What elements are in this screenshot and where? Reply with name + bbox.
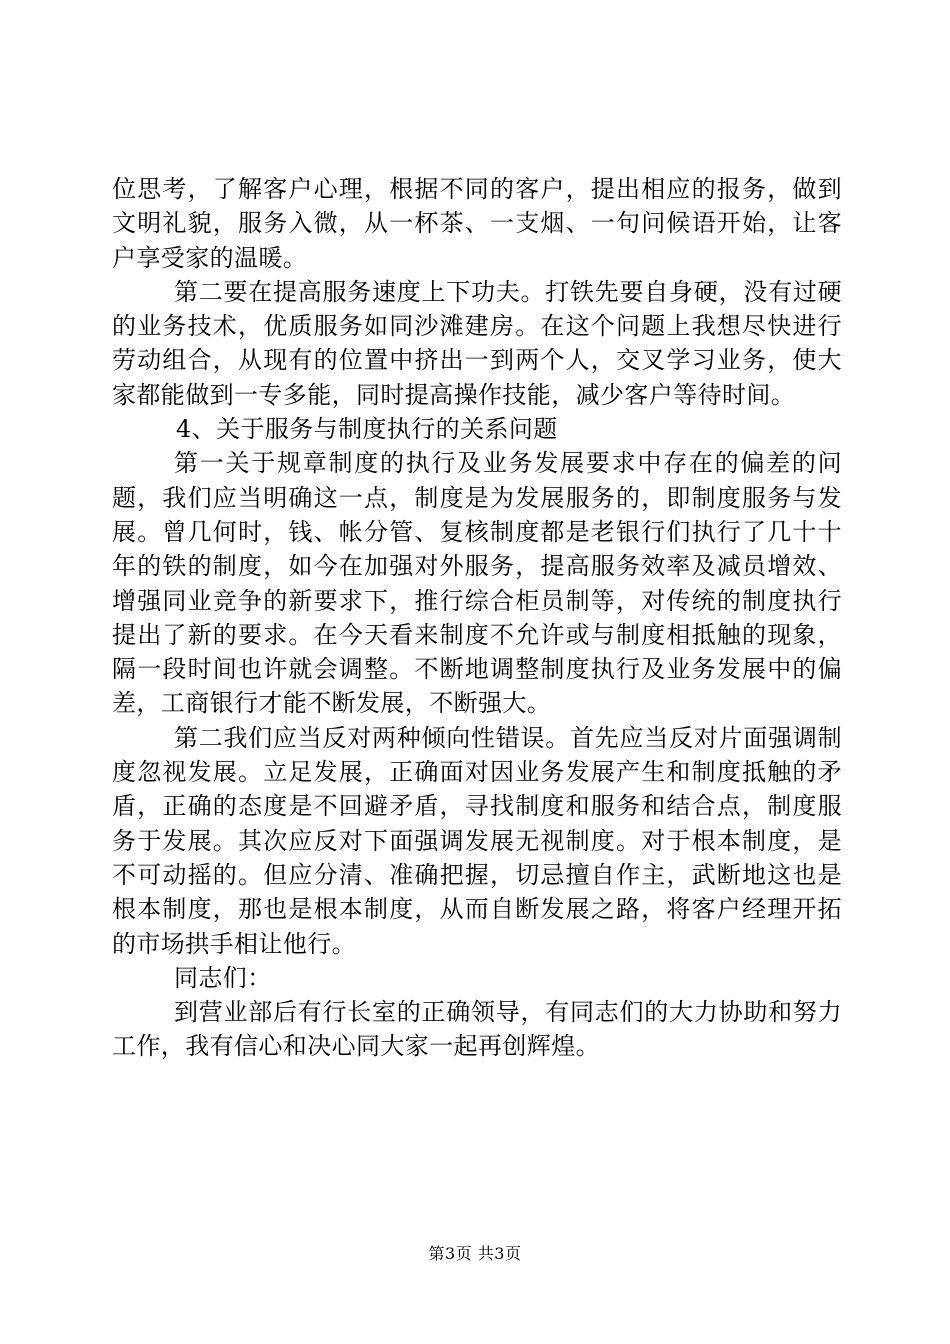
page-number-label: 第3页 共3页 [428,1244,522,1263]
paragraph-rules-execution: 第一关于规章制度的执行及业务发展要求中存在的偏差的问题，我们应当明确这一点，制度是为发展服务的，即制度服务与发展。曾几何时，钱、帐分管、复核制度都是老银行们执行了几十十年的铁的制度，如今在加强对外服务，提高服务效率及减员增效、增强同业竞争的新要求下，推行综合柜员制等，对传统的制度执行提出了新的要求。在今天看来制度不允许或与制度相抵触的现象，隔一段时间也许就会调整。不断地调整制度执行及业务发展中的偏差，工商银行才能不断发展，不断强大。 [112,449,842,718]
section-heading-service-and-rules: 4、关于服务与制度执行的关系问题 [176,415,558,444]
paragraph-service-speed: 第二要在提高服务速度上下功夫。打铁先要自身硬，没有过硬的业务技术，优质服务如同沙滩建房。在这个问题上我想尽快进行劳动组合，从现有的位置中挤出一到两个人，交叉学习业务，使大家都能做到一专多能，同时提高操作技能，减少客户等待时间。 [112,277,842,409]
paragraph-continuation: 位思考，了解客户心理，根据不同的客户，提出相应的报务，做到文明礼貌，服务入微，从一杯茶、一支烟、一句问候语开始，让客户享受家的温暖。 [112,175,842,272]
document-body [112,172,842,1064]
paragraph-two-errors: 第二我们应当反对两种倾向性错误。首先应当反对片面强调制度忽视发展。立足发展，正确面对因业务发展产生和制度抵触的矛盾，正确的态度是不回避矛盾，寻找制度和服务和结合点，制度服务于发展。其次应反对下面强调发展无视制度。对于根本制度，是不可动摇的。但应分清、准确把握，切忌擅自作主，武断地这也是根本制度，那也是根本制度，从而自断发展之路，将客户经理开拓的市场拱手相让他行。 [112,723,842,958]
page-footer [0,1244,950,1264]
paragraph-salutation: 同志们： [174,963,272,992]
paragraph-closing: 到营业部后有行长室的正确领导，有同志们的大力协助和努力工作，我有信心和决心同大家一起再创辉煌。 [112,998,842,1061]
